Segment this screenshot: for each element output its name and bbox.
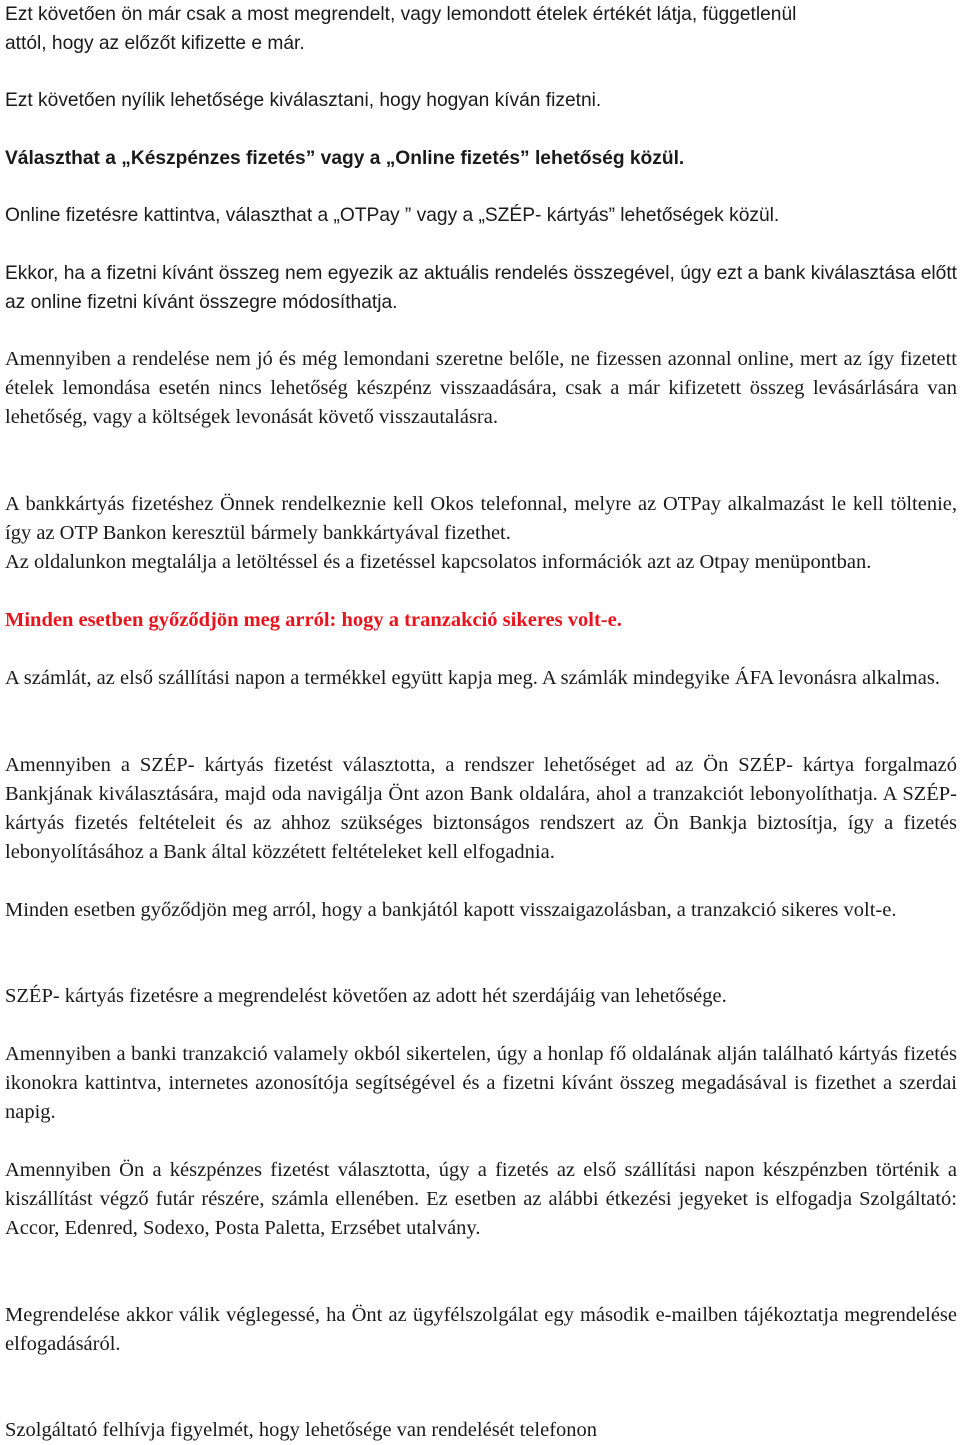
paragraph-amount-modify: Ekkor, ha a fizetni kívánt összeg nem egyezik az aktuális rendelés összegével, úgy ezt a bank kiválasztása előtt az online fizetni kívánt összegre módosíthatja. (5, 263, 957, 313)
paragraph-bank-confirmation: Minden esetben győződjön meg arról, hogy a bankjától kapott visszaigazolásban, a tranzakció sikeres volt-e. (5, 899, 897, 921)
paragraph-payment-choice: Ezt követően nyílik lehetősége kiválasztani, hogy hogyan kíván fizetni. (5, 90, 602, 111)
paragraph-payment-options: Választhat a „Készpénzes fizetés” vagy a „Online fizetés” lehetőség közül. (5, 148, 685, 169)
paragraph-order-final: Megrendelése akkor válik véglegessé, ha Önt az ügyfélszolgálat egy második e-mailben tájékoztatja megrendelése elfogadásáról. (5, 1304, 957, 1355)
paragraph-szep-card: Amennyiben a SZÉP- kártyás fizetést választotta, a rendszer lehetőséget ad az Ön SZÉP- kártya forgalmazó Bankjának kiválasztására, majd oda navigálja Önt azon Bank oldalára, ahol a tranzakciót lebonyolíthatja. A SZÉP- kártyás fizetés feltételeit és az ahhoz szükséges biztonságos rendszert az Ön Bankja biztosítja, így a fizetés lebonyolításához a Bank által közzétett feltételeket kell elfogadnia. (5, 754, 957, 863)
paragraph-failed-transaction: Amennyiben a banki tranzakció valamely okból sikertelen, úgy a honlap fő oldalának alján található kártyás fizetés ikonokra kattintva, internetes azonosítója segítségével és a fizetni kívánt összeg megadásával is fizethet a szerdai napig. (5, 1043, 957, 1123)
paragraph-line: attól, hogy az előzőt kifizette e már. (5, 33, 305, 54)
paragraph-order-value-note (5, 0, 957, 58)
paragraph-invoice: A számlát, az első szállítási napon a termékkel együtt kapja meg. A számlák mindegyike ÁFA levonásra alkalmas. (5, 667, 940, 689)
paragraph-transaction-warning: Minden esetben győződjön meg arról: hogy a tranzakció sikeres volt-e. (5, 609, 622, 631)
paragraph-line: Ezt követően ön már csak a most megrendelt, vagy lemondott ételek értékét látja, függetlenül (5, 4, 797, 25)
paragraph-online-options: Online fizetésre kattintva, választhat a „OTPay ” vagy a „SZÉP- kártyás” lehetőségek közül. (5, 205, 780, 226)
paragraph-otpay-info: Az oldalunkon megtalálja a letöltéssel és a fizetéssel kapcsolatos információk azt az Otpay menüpontban. (5, 551, 872, 573)
paragraph-szep-deadline: SZÉP- kártyás fizetésre a megrendelést követően az adott hét szerdájáig van lehetősége. (5, 985, 727, 1007)
paragraph-cash-payment: Amennyiben Ön a készpénzes fizetést választotta, úgy a fizetés az első szállítási napon készpénzben történik a kiszállítást végző futár részére, számla ellenében. Ez esetben az alábbi étkezési jegyeket is elfogadja Szolgáltató: Accor, Edenred, Sodexo, Posta Paletta, Erzsébet utalvány. (5, 1159, 957, 1239)
paragraph-phone-order: Szolgáltató felhívja figyelmét, hogy lehetősége van rendelését telefonon (5, 1419, 598, 1441)
paragraph-card-payment: A bankkártyás fizetéshez Önnek rendelkeznie kell Okos telefonnal, melyre az OTPay alkalmazást le kell töltenie, így az OTP Bankon keresztül bármely bankkártyával fizethet. (5, 493, 957, 544)
paragraph-cancel-warning: Amennyiben a rendelése nem jó és még lemondani szeretne belőle, ne fizessen azonnal online, mert az így fizetett ételek lemondása esetén nincs lehetőség készpénz visszaadására, csak a már kifizetett összeg levásárlására van lehetőség, vagy a költségek levonását követő visszautalásra. (5, 348, 957, 428)
